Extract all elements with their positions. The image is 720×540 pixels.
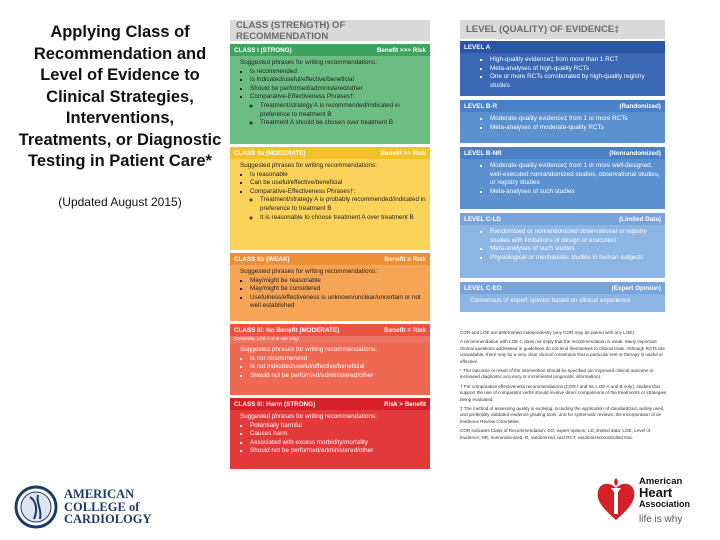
acc-line-3: CARDIOLOGY <box>64 512 152 527</box>
class-header <box>230 44 430 56</box>
evidence-item: ▪ Moderate-quality evidence‡ from 1 or more well-designed, well-executed nonrandomized studies, observational studies, or registry studies <box>490 162 661 188</box>
footnote: † For comparative effectiveness recommendations (COR I and IIa; LOE A and B only), studies that support the use of comparator verbs should involve direct comparisons of the treatments or strategies being evaluated. <box>460 383 667 402</box>
level-header <box>460 41 665 53</box>
class-body <box>230 343 430 395</box>
level-tag: (Expert Opinion) <box>611 284 661 292</box>
suggested-phrases-label: Suggested phrases for writing recommendations: <box>240 268 377 275</box>
footnote: * The outcome or result of the intervention should be specified (an improved clinical outcome or increased diagnostic accuracy or incremental prognostic information). <box>460 368 654 380</box>
level-name: LEVEL A <box>464 43 491 51</box>
evidence-list <box>472 56 661 90</box>
level-name: LEVEL C-EO <box>464 284 502 292</box>
phrase-item <box>250 439 426 448</box>
level-of-evidence-column <box>460 20 665 312</box>
phrase-text: Should not be performed/administered/other <box>250 371 374 379</box>
phrase-item <box>250 447 426 456</box>
class-header <box>230 253 430 265</box>
class-body <box>230 56 430 144</box>
phrase-text: Causes harm <box>250 430 288 438</box>
comparative-phrase-item: ◦ Treatment A should be chosen over treatment B <box>260 119 426 128</box>
class-ratio: Risk > Benefit <box>384 400 426 408</box>
comparative-phrase-list <box>250 102 426 128</box>
comparative-phrase-item: ◦ Treatment/strategy A is probably recommended/indicated in preference to treatment B <box>260 196 426 213</box>
class-ratio: Benefit ≥ Risk <box>384 255 426 263</box>
evidence-item: ▪ Randomized or nonrandomized observational or registry studies with limitations of design or execution <box>490 228 661 245</box>
phrase-text: Is reasonable <box>250 170 288 178</box>
footnote: ‡ The method of assessing quality is evolving, including the application of standardized, widely used, and preferably validated evidence grading tools; and for systematic reviews, the incorporation of an Evidence Review Committee. <box>460 406 665 424</box>
aha-heart-torch-icon <box>596 476 636 522</box>
phrase-item <box>250 277 426 286</box>
comparative-phrase-item: ◦ It is reasonable to choose treatment A over treatment B <box>260 214 426 223</box>
acc-logo <box>14 485 152 529</box>
level-name: LEVEL B-NR <box>464 149 502 157</box>
evidence-item: ▪ Meta-analyses of such studies <box>490 188 661 197</box>
class-name: CLASS IIb (WEAK) <box>234 255 290 263</box>
phrase-item <box>250 285 426 294</box>
evidence-item: ▪ Physiological or mechanistic studies in human subjects <box>490 254 661 263</box>
phrase-item <box>250 85 426 94</box>
aha-line-2: Heart <box>639 485 673 500</box>
level-body <box>460 53 665 96</box>
phrase-text: Should be performed/administered/other <box>250 84 363 92</box>
footnote: COR indicates Class of Recommendation; EO, expert opinion; LD, limited data; LOE, Level of Evidence; NR, nonrandomized; R, randomized; and RCT, randomized controlled trial. <box>460 428 651 440</box>
phrase-item <box>250 422 426 431</box>
level-name: LEVEL B-R <box>464 102 498 110</box>
level-tag: (Nonrandomized) <box>609 149 661 157</box>
evidence-item: ▪ Meta-analyses of moderate-quality RCTs <box>490 124 661 133</box>
phrase-text: Comparative-Effectiveness Phrases†: <box>250 187 356 195</box>
suggested-phrases-label: Suggested phrases for writing recommendations: <box>240 59 377 66</box>
class-ratio: Benefit >>> Risk <box>376 46 426 54</box>
phrase-text: Can be useful/effective/beneficial <box>250 179 343 187</box>
class-name: CLASS I (STRONG) <box>234 46 292 54</box>
phrase-text: Should not be performed/administered/other <box>250 447 374 455</box>
level-text: Consensus of expert opinion based on clinical experience <box>470 297 631 304</box>
phrase-text: Is recommended <box>250 67 297 75</box>
level-body <box>460 112 665 143</box>
suggested-phrases-label: Suggested phrases for writing recommendations: <box>240 413 377 420</box>
level-header <box>460 100 665 112</box>
phrase-text: Potentially harmful <box>250 421 302 429</box>
suggested-phrases-label: Suggested phrases for writing recommendations: <box>240 162 377 169</box>
class-header <box>230 398 430 410</box>
class-note: (Generally, LOE A or B use only) <box>230 336 430 343</box>
phrase-text: Is indicated/useful/effective/beneficial <box>250 76 354 84</box>
level-tag: (Randomized) <box>619 102 661 110</box>
phrase-list <box>242 355 426 381</box>
phrase-item <box>250 171 426 180</box>
level-name: LEVEL C-LD <box>464 215 501 223</box>
acc-line-2: COLLEGE of <box>64 499 140 514</box>
phrase-text: Usefulness/effectiveness is unknown/unclear/uncertain or not well established <box>250 293 421 310</box>
phrase-text: Comparative-Effectiveness Phrases†: <box>250 93 356 101</box>
class-body <box>230 159 430 250</box>
class-name: CLASS III: No Benefit (MODERATE) <box>234 326 340 334</box>
level-tag: (Limited Data) <box>619 215 661 223</box>
evidence-item: ▪ One or more RCTs corroborated by high-quality registry studies <box>490 73 661 90</box>
evidence-item: ▪ High-quality evidence‡ from more than 1 RCT <box>490 56 661 65</box>
phrase-item <box>250 430 426 439</box>
loe-heading: LEVEL (QUALITY) OF EVIDENCE‡ <box>460 20 665 39</box>
phrase-item <box>250 93 426 127</box>
phrase-text: Associated with excess morbidity/mortality <box>250 438 368 446</box>
evidence-list <box>472 228 661 262</box>
evidence-list <box>472 162 661 196</box>
acc-seal-icon <box>14 485 58 529</box>
evidence-item: ▪ Moderate-quality evidence‡ from 1 or more RCTs <box>490 115 661 124</box>
phrase-list <box>242 422 426 456</box>
level-header <box>460 282 665 294</box>
phrase-text: Is not recommended <box>250 354 308 362</box>
phrase-item <box>250 68 426 77</box>
level-header <box>460 213 665 225</box>
evidence-item: ▪ Meta-analyses of such studies <box>490 245 661 254</box>
level-body <box>460 159 665 209</box>
class-ratio: Benefit = Risk <box>384 326 426 334</box>
phrase-item <box>250 188 426 222</box>
class-name: CLASS III: Harm (STRONG) <box>234 400 316 408</box>
footnotes <box>460 330 667 444</box>
phrase-text: Is not indicated/useful/effective/beneficial <box>250 363 365 371</box>
phrase-text: May/might be considered <box>250 285 321 293</box>
class-name: CLASS IIa (MODERATE) <box>234 149 306 157</box>
class-of-recommendation-column <box>230 20 430 469</box>
phrase-item <box>250 355 426 364</box>
phrase-item <box>250 363 426 372</box>
phrase-list <box>242 277 426 311</box>
acc-line-1: AMERICAN <box>64 487 135 502</box>
aha-line-3: Association <box>639 499 691 509</box>
class-body <box>230 265 430 321</box>
footnote: A recommendation with LOE C does not imply that the recommendation is weak. Many important clinical questions addressed in guidelines do not lend themselves to clinical trials. Although RCTs are unavailable, there may be a very clear clinical consensus that a particular test or therapy is useful or effective. <box>460 339 665 364</box>
aha-line-1: American <box>639 476 683 487</box>
evidence-list <box>472 115 661 132</box>
slide-title: Applying Class of Recommendation and Level of Evidence to Clinical Strategies, Interventions, Treatments, or Diagnostic Testing in Patient Care* <box>18 23 222 170</box>
phrase-item <box>250 372 426 381</box>
class-header <box>230 324 430 336</box>
phrase-item <box>250 294 426 311</box>
phrase-text: May/might be reasonable <box>250 276 321 284</box>
class-ratio: Benefit >> Risk <box>380 149 426 157</box>
comparative-phrase-item: ◦ Treatment/strategy A is recommended/indicated in preference to treatment B <box>260 102 426 119</box>
suggested-phrases-label: Suggested phrases for writing recommendations: <box>240 346 377 353</box>
phrase-item <box>250 76 426 85</box>
cor-heading: CLASS (STRENGTH) OF RECOMMENDATION <box>230 20 430 41</box>
class-header <box>230 147 430 159</box>
class-body <box>230 410 430 469</box>
comparative-phrase-list <box>250 196 426 222</box>
slide-subtitle: (Updated August 2015) <box>58 195 182 209</box>
phrase-list <box>242 171 426 223</box>
evidence-item: ▪ Meta-analyses of high-quality RCTs <box>490 65 661 74</box>
level-body <box>460 225 665 278</box>
aha-tagline: life is why <box>639 514 683 525</box>
phrase-list <box>242 68 426 128</box>
level-header <box>460 147 665 159</box>
aha-logo <box>596 476 690 525</box>
level-body <box>460 294 665 312</box>
phrase-item <box>250 179 426 188</box>
footnote: COR and LOE are determined independently (any COR may be paired with any LOE). <box>460 330 636 335</box>
